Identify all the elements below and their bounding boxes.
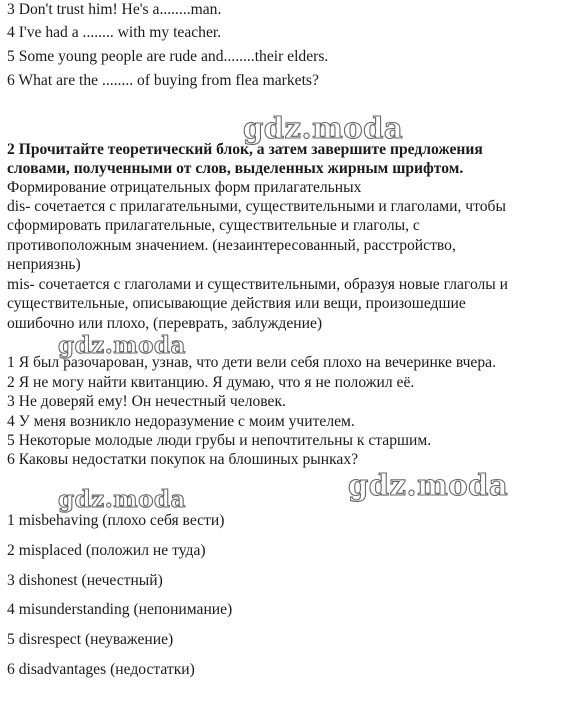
- theory-line: неприязнь): [7, 256, 81, 273]
- watermark-logo: gdz.moda: [58, 332, 186, 359]
- task-heading-line: словами, полученными от слов, выделенных жирным шрифтом.: [7, 160, 464, 177]
- theory-line: dis- сочетается с прилагательными, существительными и глаголами, чтобы: [7, 198, 506, 215]
- answer-line: 2 misplaced (положил не туда): [7, 542, 206, 559]
- theory-line: Формирование отрицательных форм прилагательных: [7, 179, 362, 196]
- translation-line: 2 Я не могу найти квитанцию. Я думаю, что я не положил её.: [7, 374, 415, 391]
- theory-line: mis- сочетается с глаголами и существительными, образуя новые глаголы и: [7, 276, 509, 293]
- exercise-line: 4 I've had a ........ with my teacher.: [7, 24, 222, 41]
- task-heading-line: 2 Прочитайте теоретический блок, а затем завершите предложения: [7, 141, 483, 158]
- translation-line: 3 Не доверяй ему! Он нечестный человек.: [7, 393, 286, 410]
- theory-line: противоположным значением. (незаинтересованный, расстройство,: [7, 237, 456, 254]
- answer-line: 6 disadvantages (недостатки): [7, 661, 195, 678]
- exercise-line: 6 What are the ........ of buying from flea markets?: [7, 72, 319, 89]
- watermark-logo: gdz.moda: [243, 111, 404, 145]
- answer-line: 4 misunderstanding (непонимание): [7, 601, 233, 618]
- theory-line: ошибочно или плохо, (переврать, заблуждение): [7, 315, 323, 332]
- answer-line: 3 dishonest (нечестный): [7, 572, 163, 589]
- watermark-logo: gdz.moda: [348, 468, 509, 502]
- translation-line: 6 Каковы недостатки покупок на блошиных рынках?: [7, 451, 359, 468]
- answer-line: 5 disrespect (неуважение): [7, 631, 174, 648]
- translation-line: 1 Я был разочарован, узнав, что дети вели себя плохо на вечеринке вчера.: [7, 354, 496, 371]
- exercise-line: 5 Some young people are rude and........their elders.: [7, 48, 329, 65]
- theory-line: сформировать прилагательные, существительные и глаголы, с: [7, 217, 420, 234]
- answer-line: 1 misbehaving (плохо себя вести): [7, 512, 225, 529]
- theory-line: существительные, описывающие действия или вещи, произошедшие: [7, 295, 466, 312]
- exercise-line: 3 Don't trust him! He's a........man.: [7, 1, 222, 18]
- translation-line: 4 У меня возникло недоразумение с моим учителем.: [7, 413, 355, 430]
- watermark-logo: gdz.moda: [58, 486, 186, 513]
- translation-line: 5 Некоторые молодые люди грубы и непочтительны к старшим.: [7, 432, 432, 449]
